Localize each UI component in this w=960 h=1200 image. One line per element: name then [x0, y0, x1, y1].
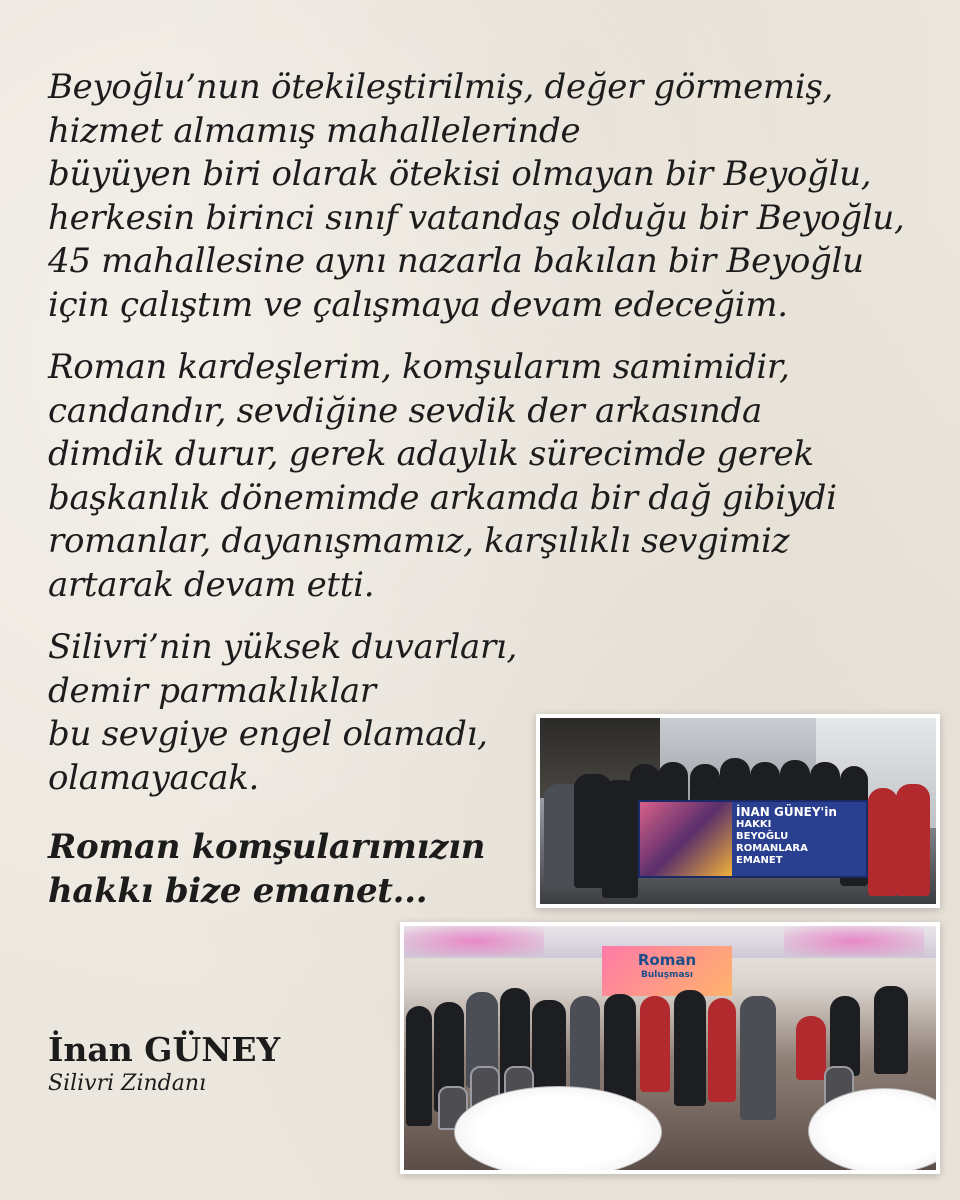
paragraph-line: bu sevgiye engel olamadı,	[48, 714, 488, 754]
paragraph-3	[48, 626, 517, 800]
banner-line: EMANET	[736, 855, 783, 866]
person	[674, 990, 706, 1106]
person	[896, 784, 930, 896]
banner-line: HAKKI	[736, 819, 772, 830]
paragraph-line: büyüyen biri olarak ötekisi olmayan bir Beyoğlu,	[48, 154, 872, 194]
paragraph-line: Roman kardeşlerim, komşularım samimidir,	[48, 347, 790, 387]
ceiling-light	[784, 926, 924, 956]
person	[708, 998, 736, 1102]
paragraph-line: artarak devam etti.	[48, 564, 375, 605]
banner-line: BEYOĞLU ROMANLARA	[736, 831, 808, 854]
paragraph-line: candandır, sevdiğine sevdik der arkasında	[48, 390, 762, 431]
paragraph-line: romanlar, dayanışmamız, karşılıklı sevgimiz	[48, 521, 790, 561]
paragraph-line: Silivri’nin yüksek duvarları,	[48, 627, 517, 667]
person	[874, 986, 908, 1074]
paragraph-line: hizmet almamış mahallelerinde	[48, 110, 581, 151]
paragraph-line: olamayacak.	[48, 757, 260, 798]
paragraph-line: 45 mahallesine aynı nazarla bakılan bir Beyoğlu	[48, 241, 864, 281]
person	[796, 1016, 826, 1080]
paragraph-line: başkanlık dönemimde arkamda bir dağ gibiydi	[48, 477, 837, 518]
closing-line: hakkı bize emanet...	[48, 870, 428, 911]
person	[868, 788, 898, 896]
signature-name: İnan GÜNEY	[48, 1030, 281, 1069]
person	[406, 1006, 432, 1126]
closing-line: Roman komşularımızın	[48, 827, 486, 867]
paragraph-line: dimdik durur, gerek adaylık sürecimde gerek	[48, 434, 814, 474]
event-screen	[602, 946, 732, 996]
paragraph-line: herkesin birinci sınıf vatandaş olduğu bir Beyoğlu,	[48, 197, 905, 238]
photo-banquet-hall	[400, 922, 940, 1174]
person	[640, 996, 670, 1092]
paragraph-line: demir parmaklıklar	[48, 670, 376, 711]
closing-statement	[48, 826, 485, 913]
person	[532, 1000, 566, 1100]
banner-photo	[640, 802, 732, 876]
person	[570, 996, 600, 1092]
paragraph-2	[48, 346, 837, 607]
screen-title: Roman	[637, 951, 697, 969]
paragraph-1	[48, 66, 905, 327]
photo-street-banner	[536, 714, 940, 908]
screen-subtitle: Buluşması	[640, 970, 693, 980]
person	[604, 994, 636, 1104]
paragraph-line: Beyoğlu’nun ötekileştirilmiş, değer görmemiş,	[48, 67, 834, 107]
person	[740, 996, 776, 1120]
person	[830, 996, 860, 1076]
signature	[48, 1030, 280, 1098]
signature-place: Silivri Zindanı	[48, 1071, 207, 1096]
paragraph-line: için çalıştım ve çalışmaya devam edeceğim.	[48, 284, 788, 325]
banner-line: İNAN GÜNEY'in	[736, 805, 837, 819]
banner	[638, 800, 868, 878]
ceiling-light	[404, 926, 544, 956]
banquet-table	[454, 1086, 662, 1170]
